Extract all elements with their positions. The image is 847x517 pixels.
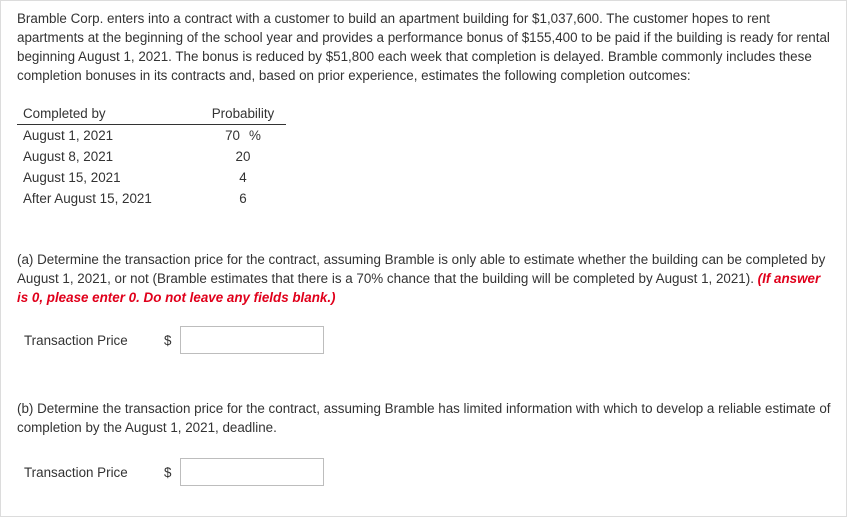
table-header-row: [17, 103, 286, 125]
question-a: (a) Determine the transaction price for the contract, assuming Bramble is only able to estimate whether the building can be completed by August 1, 2021, or not (Bramble estimates that there is a 70% chance that the building will be completed by August 1, 2021).: [17, 252, 826, 286]
transaction-price-input-b[interactable]: [180, 458, 324, 486]
question-a-text: [17, 250, 835, 307]
transaction-price-input-a[interactable]: [180, 326, 324, 354]
percent-sign: %: [248, 128, 261, 143]
answer-row-b: [24, 456, 324, 488]
row-date: August 8, 2021: [23, 149, 114, 164]
row-probability: 4: [239, 170, 247, 185]
table-row: [17, 167, 286, 188]
row-probability: 70: [225, 128, 240, 143]
row-date: August 1, 2021: [23, 128, 114, 143]
answer-row-a: [24, 324, 324, 356]
table-row: [17, 146, 286, 167]
transaction-price-label-a: Transaction Price: [24, 332, 128, 348]
question-b-text: (b) Determine the transaction price for the contract, assuming Bramble has limited information with which to develop a reliable estimate of completion by the August 1, 2021, deadline.: [17, 401, 831, 435]
table-row: [17, 188, 286, 209]
row-probability: 20: [235, 149, 251, 164]
transaction-price-label-b: Transaction Price: [24, 464, 128, 480]
row-date: After August 15, 2021: [23, 191, 152, 206]
row-date: August 15, 2021: [23, 170, 121, 185]
instruction-note: (If answer is 0, please enter 0. Do not leave any fields blank.): [17, 271, 821, 305]
completion-outcomes-table: [17, 103, 286, 209]
row-probability: 6: [239, 191, 247, 206]
problem-statement: Bramble Corp. enters into a contract with a customer to build an apartment building for $1,037,600. The customer hopes to rent apartments at the beginning of the school year and provides a performance bonus of $155,400 to be paid if the building is ready for rental beginning August 1, 2021. The bonus is reduced by $51,800 each week that completion is delayed. Bramble commonly includes these completion bonuses in its contracts and, based on prior experience, estimates the following completion outcomes:: [17, 11, 830, 83]
currency-symbol-b: $: [164, 464, 172, 480]
header-probability: Probability: [184, 103, 286, 125]
currency-symbol-a: $: [164, 332, 172, 348]
table-row: [17, 125, 286, 147]
header-completed-by: Completed by: [17, 103, 172, 125]
